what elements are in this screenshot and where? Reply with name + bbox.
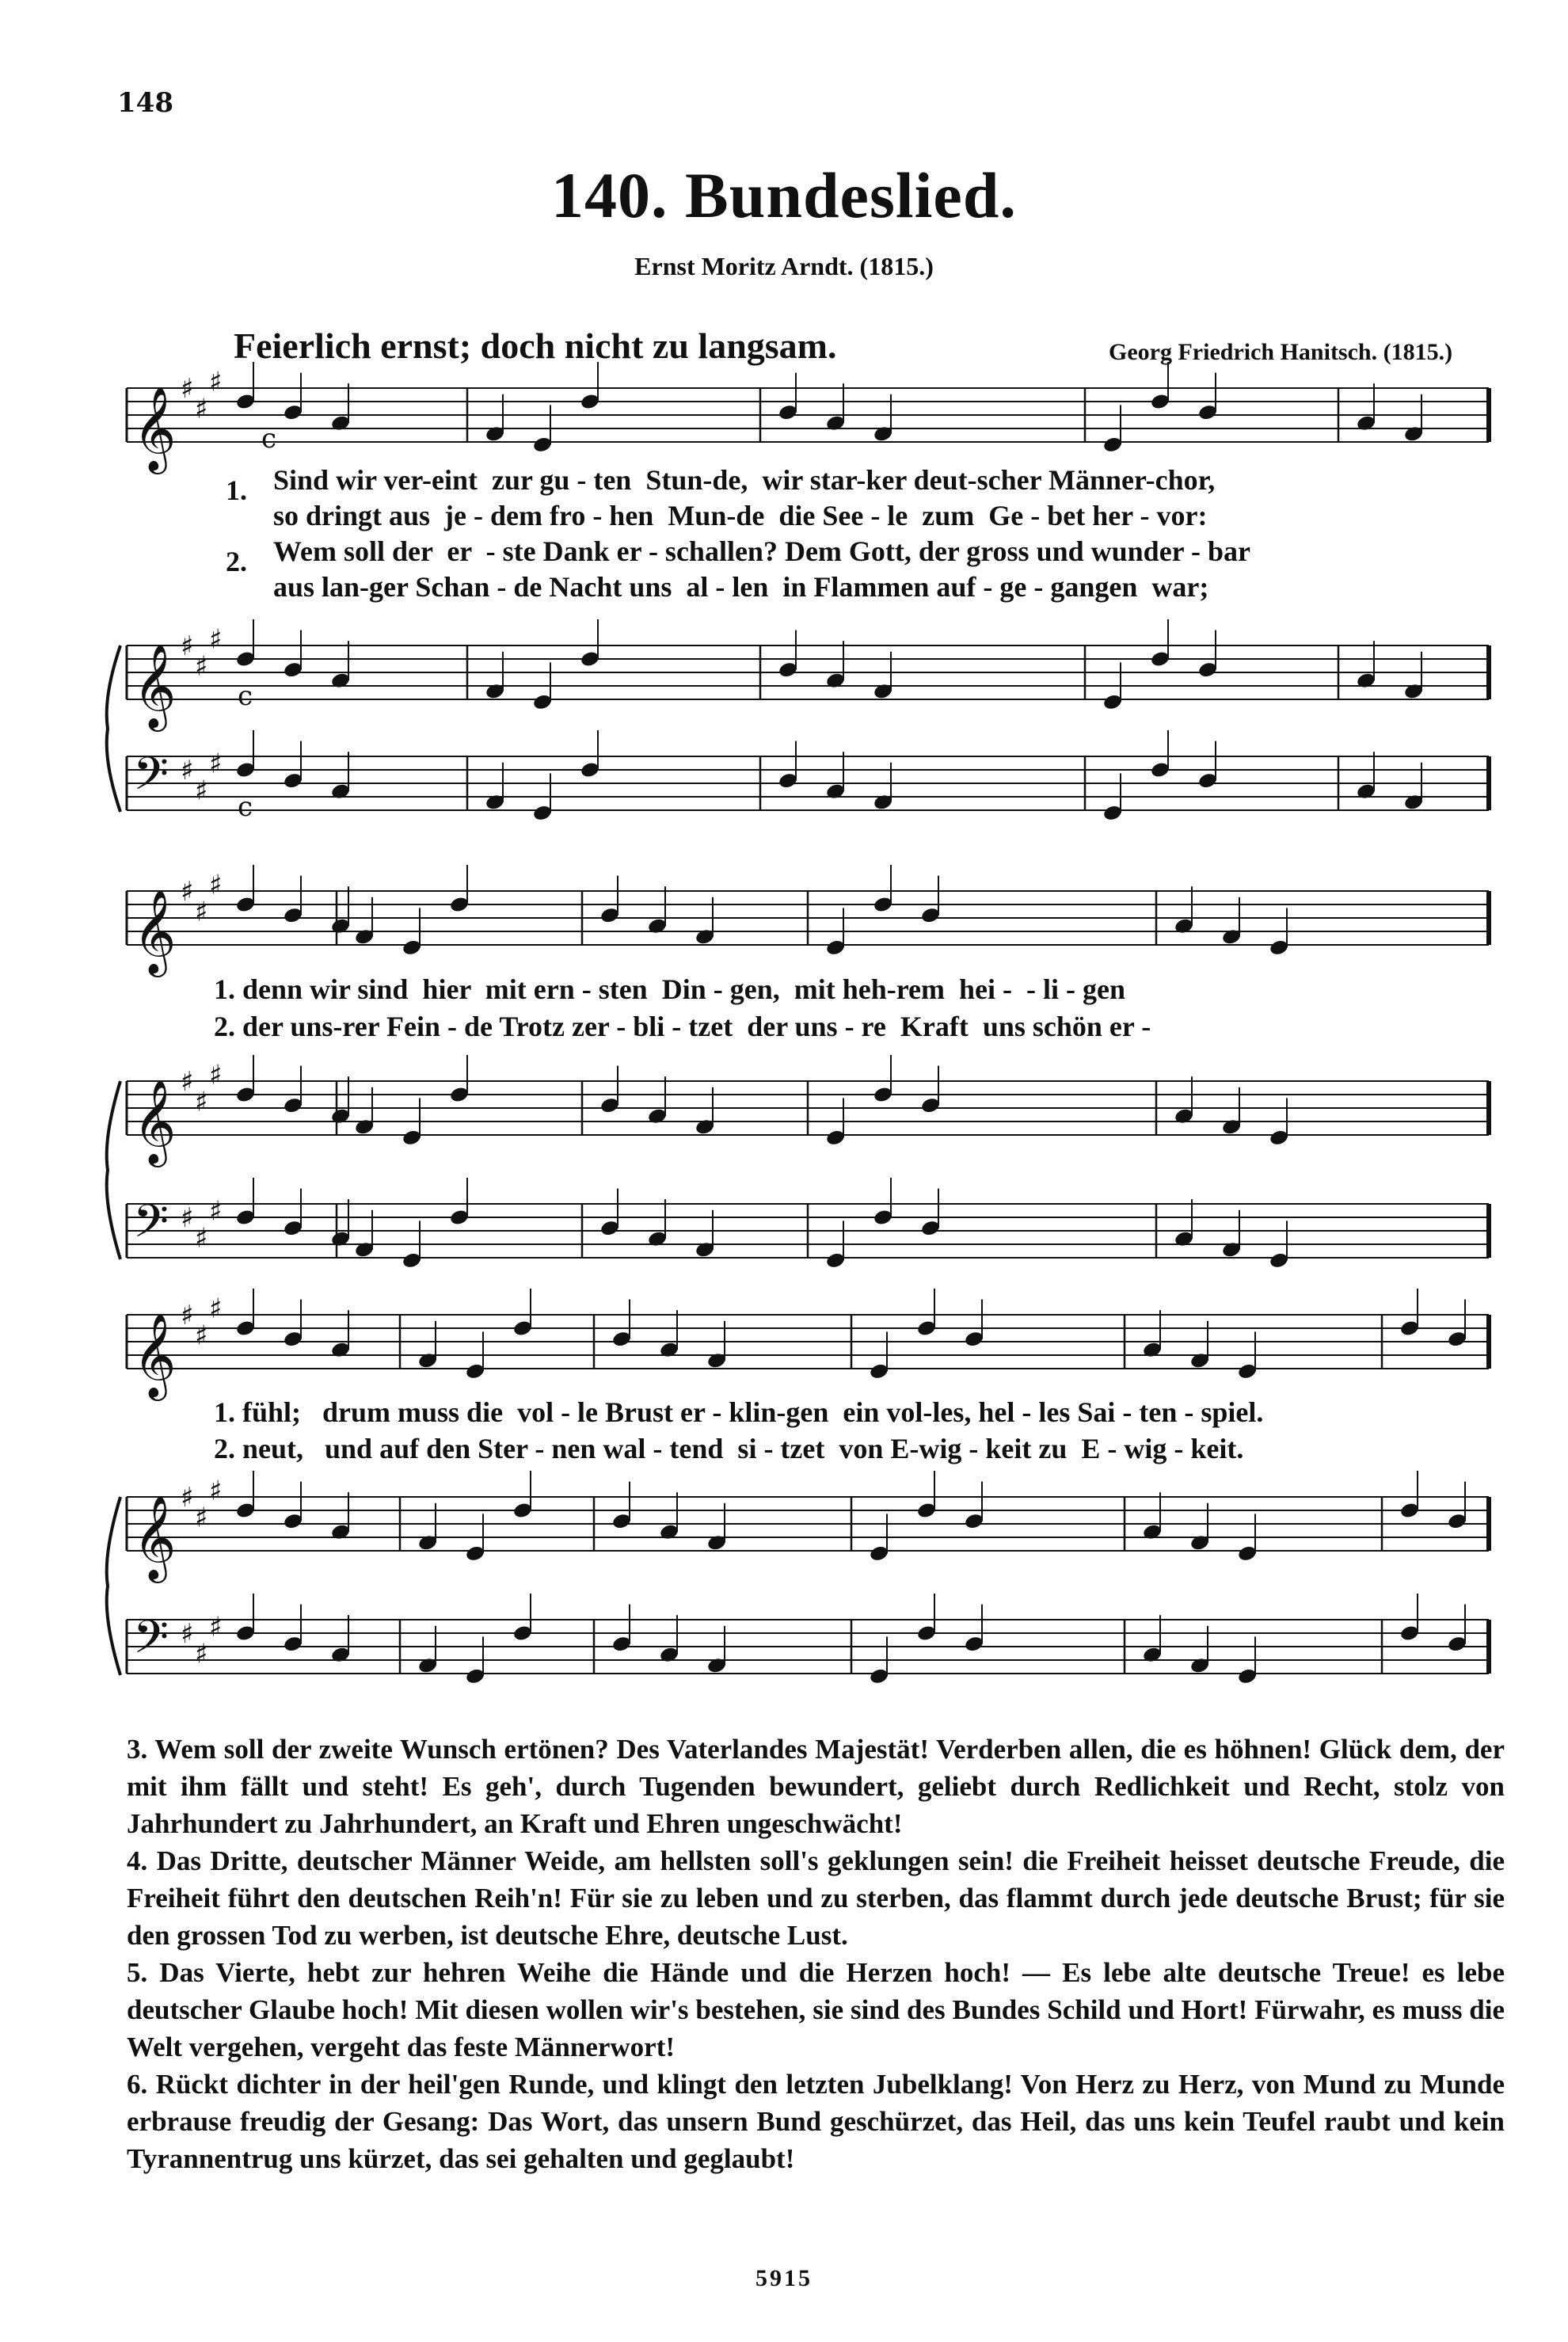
bass-clef-icon: 𝄢 [133,1194,169,1259]
brace [107,645,120,812]
treble-clef-icon: 𝄞 [133,1495,177,1579]
page-number: 148 [117,87,173,119]
stanza-6: 6. Rückt dichter in der heil'gen Runde, und klingt den letzten Jubelklang! Von Herz zu Herz, von Mund zu Munde erbrause freudig der Gesang: Das Wort, das unsern Bund geschürzet, das Heil, das uns kein Teufel raubt und kein Tyrannentrug uns kürzet, das sei gehalten und geglaubt! [127,2069,1505,2174]
lyric-line: so dringt aus je - dem fro - hen Mun-de die See - le zum Ge - bet her - vor: [273,500,1208,531]
bass-clef-icon: 𝄢 [133,747,169,812]
treble-clef-icon: 𝄞 [133,386,177,470]
sharp-icon: ♯ [209,1293,223,1325]
verse-number-1: 1. [226,474,247,506]
composer-credit: Georg Friedrich Hanitsch. (1815.) [1109,339,1453,365]
sharp-icon: ♯ [195,650,208,683]
stanza-3: 3. Wem soll der zweite Wunsch ertönen? Des Vaterlandes Majestät! Verderben allen, die es höhnen! Glück dem, der mit ihm fällt und steht! Es geh', durch Tugenden bewundert, geliebt durch Redlichkeit und Recht, stolz von Jahrhundert zu Jahrhundert, an Kraft und Ehren ungeschwächt! [127,1734,1505,1839]
lyric-line: 1. fühl; drum muss die vol - le Brust er - klin-gen ein vol-les, hel - les Sai - ten - spiel. [214,1396,1264,1428]
sharp-icon: ♯ [181,755,194,786]
sharp-icon: ♯ [195,896,208,928]
bass-clef-icon: 𝄢 [133,1610,169,1675]
lyric-line: 2. neut, und auf den Ster - nen wal - tend si - tzet von E-wig - keit zu E - wig - keit. [214,1433,1244,1464]
tempo-marking: Feierlich ernst; doch nicht zu langsam. [234,326,837,366]
sharp-icon: ♯ [181,1202,194,1234]
sharp-icon: ♯ [209,748,223,780]
sharp-icon: ♯ [209,623,223,656]
stanza-4: 4. Das Dritte, deutscher Männer Weide, am hellsten soll's geklungen sein! die Freiheit heisset deutsche Freude, die Freiheit führt den deutschen Reih'n! Für sie zu leben und zu sterben, das flammt durch jede deutsche Brust; für sie den grossen Tod zu werben, ist deutsche Ehre, deutsche Lust. [127,1845,1505,1951]
sharp-icon: ♯ [209,1195,223,1228]
lyric-line: Wem soll der er - ste Dank er - schallen? Dem Gott, der gross und wunder - bar [273,535,1250,567]
lyric-line: 2. der uns-rer Fein - de Trotz zer - bli - tzet der uns - re Kraft uns schön er - [214,1011,1151,1042]
sharp-icon: ♯ [195,775,208,807]
sharp-icon: ♯ [195,393,208,425]
lyric-line: aus lan-ger Schan - de Nacht uns al - len in Flammen auf - ge - gangen war; [273,571,1209,603]
sharp-icon: ♯ [181,630,194,662]
treble-clef-icon: 𝄞 [133,1079,177,1163]
additional-stanzas [127,1731,1505,2177]
brace [107,1497,120,1675]
sharp-icon: ♯ [195,1638,208,1670]
poet-credit: Ernst Moritz Arndt. (1815.) [634,252,934,280]
sharp-icon: ♯ [209,1611,223,1643]
sharp-icon: ♯ [181,876,194,908]
lyric-line: 1. denn wir sind hier mit ern - sten Din - gen, mit heh-rem hei - - li - gen [214,973,1125,1005]
stanza-5: 5. Das Vierte, hebt zur hehren Weihe die Hände und die Herzen hoch! — Es lebe alte deutsche Treue! es lebe deutscher Glaube hoch! Mit diesen wollen wir's bestehen, sie sind des Bundes Schild und Hort! Fürwahr, es muss die Welt vergehen, vergeht das feste Männerwort! [127,1957,1505,2062]
common-time-icon: c [238,680,253,712]
treble-clef-icon: 𝄞 [133,1312,177,1397]
sharp-icon: ♯ [181,1618,194,1650]
treble-clef-icon: 𝄞 [133,643,177,728]
verse-number-2: 2. [226,546,247,577]
sharp-icon: ♯ [195,1502,208,1534]
song-title: 140. Bundeslied. [551,159,1017,231]
sharp-icon: ♯ [209,366,223,398]
sharp-icon: ♯ [195,1086,208,1118]
sharp-icon: ♯ [195,1320,208,1352]
sharp-icon: ♯ [209,1475,223,1507]
sharp-icon: ♯ [209,869,223,901]
sharp-icon: ♯ [209,1059,223,1091]
plate-number: 5915 [755,2265,813,2291]
common-time-icon: c [261,423,277,455]
sharp-icon: ♯ [195,1222,208,1255]
brace [107,1081,120,1259]
sharp-icon: ♯ [181,1300,194,1331]
sharp-icon: ♯ [181,1482,194,1514]
sharp-icon: ♯ [181,373,194,405]
treble-clef-icon: 𝄞 [133,889,177,973]
sharp-icon: ♯ [181,1066,194,1098]
lyric-line: Sind wir ver-eint zur gu - ten Stun-de, wir star-ker deut-scher Männer-chor, [273,464,1216,496]
common-time-icon: c [238,791,253,823]
